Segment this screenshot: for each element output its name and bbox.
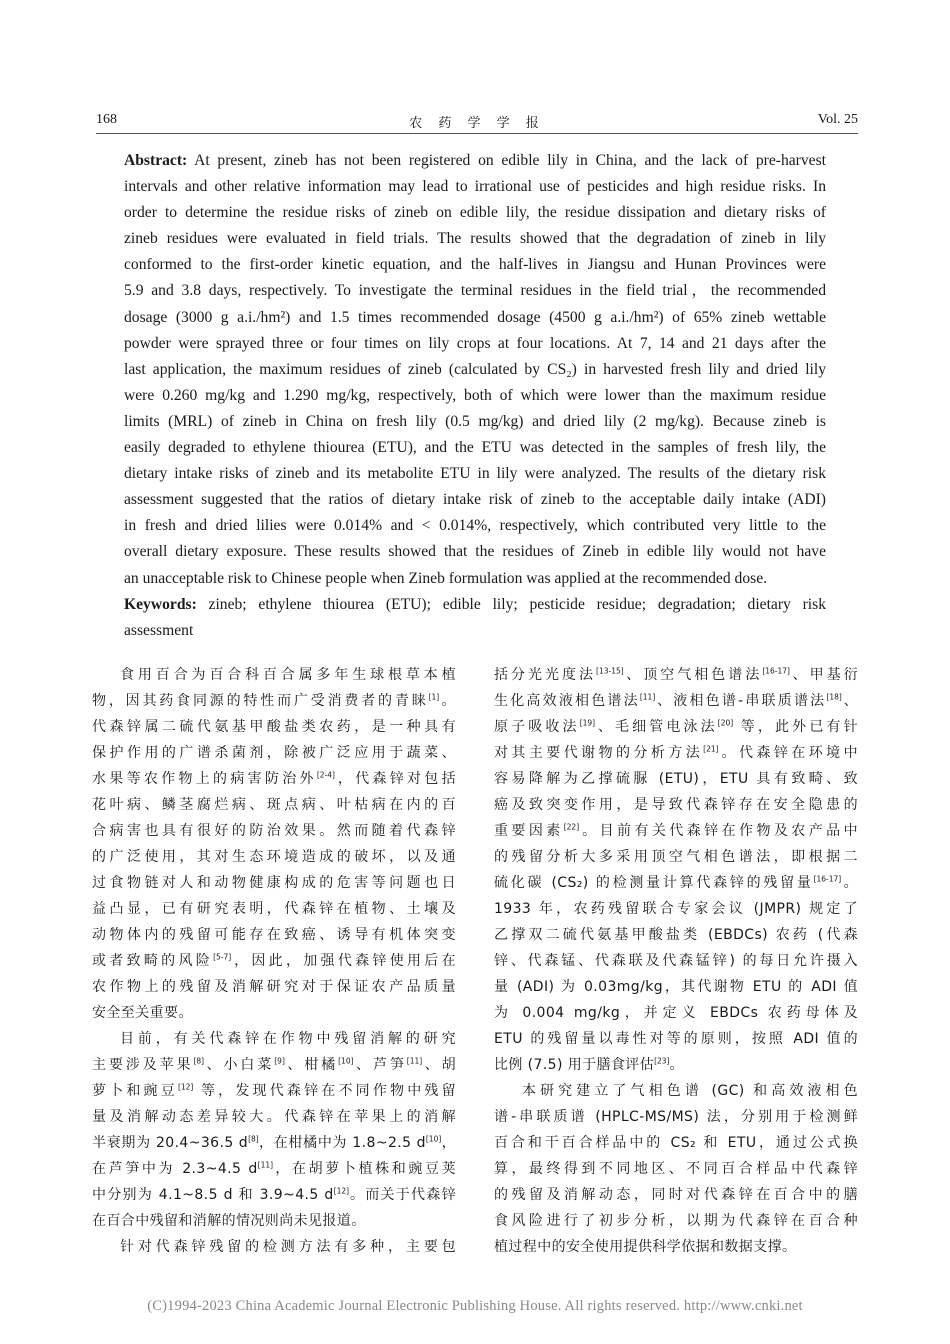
body-line: 水果等农作物上的病害防治外[2-4]，代森锌对包括	[92, 770, 456, 787]
body-line: 量及消解动态差异较大。代森锌在苹果上的消解	[92, 1109, 456, 1125]
body-line: 重要因素[22]。目前有关代森锌在作物及农产品中	[494, 822, 858, 839]
body-left-column	[92, 662, 456, 1260]
body-right-column	[494, 662, 858, 1260]
keywords-line: Keywords: zineb; ethylene thiourea (ETU); edible lily; pesticide residue; degradation; dietary risk	[124, 595, 826, 613]
body-line: 的残留及消解动态，同时对代森锌在百合中的膳	[494, 1187, 858, 1203]
abstract-line: assessment suggested that the ratios of dietary intake risk of zineb to the acceptable daily intake (ADI)	[124, 491, 826, 509]
volume-label: Vol. 25	[817, 112, 858, 127]
header-rule	[96, 133, 858, 134]
body-line: 主要涉及苹果[8]、小白菜[9]、柑橘[10]、芦笋[11]、胡	[92, 1056, 457, 1073]
body-line: 动物体内的残留可能存在致癌、诱导有机体突变	[92, 927, 456, 943]
abstract-line: in fresh and dried lilies were 0.014% and < 0.014%, respectively, which contributed very little to the	[124, 517, 826, 535]
body-line: ETU 的残留量以毒性对等的原则，按照 ADI 值的	[494, 1031, 858, 1047]
body-line: 硫化碳 (CS₂) 的检测量计算代森锌的残留量[16-17]。	[494, 874, 858, 891]
body-line: 保护作用的广谱杀菌剂，除被广泛应用于蔬菜、	[92, 745, 456, 761]
copyright-footer: (C)1994-2023 China Academic Journal Electronic Publishing House. All rights reserved. http://www.cnki.net	[147, 1298, 803, 1314]
body-line: 在百合中残留和消解的情况则尚未见报道。	[92, 1213, 366, 1229]
body-line: 量 (ADI) 为 0.03mg/kg，其代谢物 ETU 的 ADI 值	[494, 979, 858, 995]
body-line: 食用百合为百合科百合属多年生球根草本植	[120, 667, 456, 683]
abstract-line: powder were sprayed three or four times on lily crops at four locations. At 7, 14 and 21 days after the	[124, 334, 826, 352]
abstract-line: dietary intake risks of zineb and its metabolite ETU in lily were analyzed. The results of the dietary risk	[124, 465, 826, 483]
abstract-line: limits (MRL) of zineb in China on fresh lily (0.5 mg/kg) and dried lily (2 mg/kg). Because zineb is	[124, 412, 826, 430]
abstract-line: 5.9 and 3.8 days, respectively. To investigate the terminal residues in the field trial，the recommended	[124, 282, 826, 300]
abstract-block	[124, 148, 826, 644]
abstract-line: overall dietary exposure. These results showed that the residues of Zineb in edible lily would not have	[124, 543, 826, 561]
body-line: 算，最终得到不同地区、不同百合样品中代森锌	[494, 1161, 858, 1177]
body-line: 为 0.004 mg/kg，并定义 EBDCs 农药母体及	[494, 1005, 858, 1021]
body-line: 或者致畸的风险[5-7]，因此，加强代森锌使用后在	[92, 952, 456, 969]
abstract-line: Abstract: At present, zineb has not been registered on edible lily in China, and the lack of pre-harvest	[124, 152, 826, 169]
abstract-label: Abstract:	[124, 152, 188, 169]
body-line: 的广泛使用，其对生态环境造成的破坏，以及通	[92, 849, 456, 865]
body-line: 对其主要代谢物的分析方法[21]。代森锌在环境中	[494, 744, 858, 761]
body-line: 合病害也具有很好的防治效果。然而随着代森锌	[92, 823, 456, 839]
abstract-line: dosage (3000 g a.i./hm²) and 1.5 times recommended dosage (4500 g a.i./hm²) of 65% zineb wettable	[124, 308, 826, 326]
abstract-line: were 0.260 mg/kg and 1.290 mg/kg, respectively, both of which were lower than the maximum residue	[124, 386, 826, 404]
body-line: 在芦笋中为 2.3~4.5 d[11]，在胡萝卜植株和豌豆荚	[92, 1160, 457, 1177]
body-line: 谱-串联质谱 (HPLC-MS/MS) 法，分别用于检测鲜	[494, 1109, 858, 1125]
body-line: 针对代森锌残留的检测方法有多种，主要包	[120, 1239, 456, 1255]
body-line: 目前，有关代森锌在作物中残留消解的研究	[120, 1031, 456, 1047]
body-line: 生化高效液相色谱法[11]、液相色谱-串联质谱法[18]、	[494, 692, 859, 709]
abstract-line: zineb residues were evaluated in field trials. The results showed that the degradation of zineb in lily	[124, 230, 826, 248]
body-line: 癌及致突变作用，是导致代森锌存在安全隐患的	[494, 797, 858, 813]
body-line: 锌、代森锰、代森联及代森锰锌) 的每日允许摄入	[494, 953, 858, 969]
journal-title: 农 药 学 学 报	[409, 116, 545, 131]
body-line: 食风险进行了初步分析，以期为代森锌在百合种	[494, 1213, 858, 1229]
body-line: 1933 年，农药残留联合专家会议 (JMPR) 规定了	[494, 901, 858, 917]
body-line: 安全至关重要。	[92, 1005, 193, 1021]
body-line: 百合和干百合样品中的 CS₂ 和 ETU，通过公式换	[494, 1135, 858, 1151]
abstract-line: intervals and other relative information may lead to irrational use of pesticides and high residue risks. In	[124, 178, 826, 196]
body-line: 花叶病、鳞茎腐烂病、斑点病、叶枯病在内的百	[92, 797, 456, 813]
body-line: 过食物链对人和动物健康构成的危害等问题也日	[92, 875, 456, 891]
abstract-line: last application, the maximum residues of zineb (calculated by CS₂) in harvested fresh lily and dried lily	[124, 360, 826, 378]
body-line: 农作物上的残留及消解研究对于保证农产品质量	[92, 979, 456, 995]
body-line: 原子吸收法[19]、毛细管电泳法[20] 等，此外已有针	[494, 718, 858, 735]
abstract-line: conformed to the first-order kinetic equation, and the half-lives in Jiangsu and Hunan Provinces were	[124, 256, 826, 274]
body-line: 物，因其药食同源的特性而广受消费者的青睐[1]。	[92, 692, 456, 709]
page-number: 168	[96, 112, 117, 127]
keywords-label: Keywords:	[124, 595, 197, 613]
body-line: 本研究建立了气相色谱 (GC) 和高效液相色	[522, 1083, 858, 1099]
body-line: 的残留分析大多采用顶空气相色谱法，即根据二	[494, 849, 858, 865]
keywords-line: assessment	[124, 621, 194, 639]
running-header	[96, 112, 858, 132]
body-line: 中分别为 4.1~8.5 d 和 3.9~4.5 d[12]。而关于代森锌	[92, 1186, 456, 1203]
abstract-line: an unacceptable risk to Chinese people when Zineb formulation was applied at the recommended dose.	[124, 569, 768, 587]
body-line: 比例 (7.5) 用于膳食评估[23]。	[494, 1056, 684, 1073]
body-line: 容易降解为乙撑硫脲 (ETU)，ETU 具有致畸、致	[494, 771, 858, 787]
abstract-line: order to determine the residue risks of zineb on edible lily, the residue dissipation and dietary risks of	[124, 204, 826, 222]
body-line: 括分光光度法[13-15]、顶空气相色谱法[16-17]、甲基衍	[494, 666, 858, 683]
body-line: 萝卜和豌豆[12] 等，发现代森锌在不同作物中残留	[92, 1082, 456, 1099]
body-line: 半衰期为 20.4~36.5 d[8]，在柑橘中为 1.8~2.5 d[10]，	[92, 1134, 456, 1151]
body-line: 益凸显，已有研究表明，代森锌在植物、土壤及	[92, 901, 456, 917]
body-line: 代森锌属二硫代氨基甲酸盐类农药，是一种具有	[92, 719, 456, 735]
body-line: 植过程中的安全使用提供科学依据和数据支撑。	[494, 1239, 797, 1255]
body-line: 乙撑双二硫代氨基甲酸盐类 (EBDCs) 农药 (代森	[494, 927, 858, 943]
abstract-line: easily degraded to ethylene thiourea (ETU), and the ETU was detected in the samples of fresh lily, the	[124, 439, 826, 457]
